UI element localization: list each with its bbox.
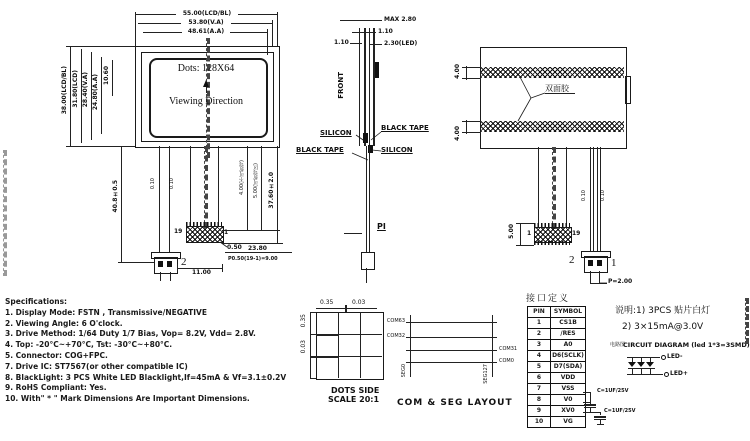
cap-wire xyxy=(590,392,591,404)
cap1-value: C=1UF/25V xyxy=(597,388,629,394)
dim-fpc-length: 37.60±2.0 xyxy=(268,172,275,209)
arrow-stem xyxy=(206,87,207,93)
table-row xyxy=(528,395,586,406)
led-rail-bottom xyxy=(627,374,663,375)
dim-line xyxy=(316,308,345,309)
leader-line xyxy=(340,20,382,21)
spec-item: 5. Connector: COG+FPC. xyxy=(5,350,108,360)
extension-line xyxy=(344,233,362,234)
extension-line xyxy=(462,78,481,79)
table-row xyxy=(528,362,586,373)
balloon-number: 1 xyxy=(611,257,617,269)
connector-lead xyxy=(160,272,161,281)
fpc-center-line xyxy=(204,146,208,228)
pin-number: 10 xyxy=(528,417,551,428)
led-symbol xyxy=(637,362,645,367)
silicon-right-label: SILICON xyxy=(381,146,413,154)
spec-item: 2. Viewing Angle: 6 O'clock. xyxy=(5,318,123,328)
spec-item: 10. With" * " Mark Dimensions Are Important Dimensions. xyxy=(5,394,250,404)
backlight-tail-line xyxy=(597,147,598,251)
extension-line xyxy=(267,29,268,55)
dim-thickness-2: 1.10 xyxy=(334,39,349,46)
extension-line xyxy=(277,12,278,46)
com-seg-title: COM & SEG LAYOUT xyxy=(397,398,513,408)
main-fpc-edge xyxy=(218,146,219,222)
com0-label: COM0 xyxy=(499,358,514,364)
table-row xyxy=(528,417,586,428)
dim-height-va: 28.40(V.A) xyxy=(82,72,89,108)
extension-line xyxy=(462,121,481,122)
table-row xyxy=(528,329,586,340)
silicon-left-label: SILICON xyxy=(320,129,352,137)
dots-grid-emphasis xyxy=(310,356,338,358)
pin-definition-table xyxy=(527,306,586,428)
extension-line xyxy=(462,67,481,68)
dim-line xyxy=(101,57,102,134)
pin-symbol: VG xyxy=(551,417,586,428)
dim-gap-width: 0.03 xyxy=(352,299,366,306)
pin-number: 5 xyxy=(528,362,551,373)
dim-width-va: 53.80(V.A) xyxy=(181,20,231,26)
side-stack-line xyxy=(364,28,366,146)
spec-item: 7. Drive IC: ST7567(or other compatible IC) xyxy=(5,361,188,371)
led-pos-label: LED+ xyxy=(670,370,688,377)
viewing-direction-arrow xyxy=(203,80,209,87)
drawing-border xyxy=(3,150,7,276)
side-tail-line xyxy=(369,146,370,252)
symbol-column-header: SYMBOL xyxy=(551,307,586,318)
com-line xyxy=(406,337,497,338)
extension-line xyxy=(66,46,135,47)
dim-pitch: P0.50(19-1)=9.00 xyxy=(228,256,278,262)
com63-label: COM63 xyxy=(386,318,405,324)
pin-symbol: V0 xyxy=(551,395,586,406)
module-height-dim-line xyxy=(121,146,122,262)
pin-symbol: XV0 xyxy=(551,406,586,417)
connector-lead xyxy=(366,268,367,283)
main-connector-block xyxy=(186,226,224,243)
extension-line xyxy=(462,132,481,133)
dim-height-offset: 10.60 xyxy=(103,66,110,85)
dim-tail-pitch: P=2.00 xyxy=(608,278,633,285)
extension-line xyxy=(135,12,136,46)
table-row xyxy=(528,384,586,395)
fpc-thickness-label: 0.10 xyxy=(150,178,156,190)
fpc-thickness-label: 0.10 xyxy=(581,190,587,202)
pi-label: PI xyxy=(377,222,386,231)
dim-line xyxy=(590,283,607,284)
led-symbol xyxy=(646,362,654,367)
note-line-2: 2) 3×15mA@3.0V xyxy=(622,322,704,332)
table-row xyxy=(528,406,586,417)
circuit-title-prefix: 电路图 xyxy=(610,342,626,348)
table-row xyxy=(528,373,586,384)
dim-height-outer: 38.00(LCD/BL) xyxy=(61,66,68,115)
pin-symbol: D7(SDA) xyxy=(551,362,586,373)
extension-line xyxy=(516,245,534,246)
spec-item: 9. RoHS Compliant: Yes. xyxy=(5,383,107,393)
dots-count-label: Dots: 128X64 xyxy=(177,63,235,74)
dim-line xyxy=(70,46,71,146)
pin-19-label: 19 xyxy=(572,230,581,237)
extension-line xyxy=(66,146,135,147)
extension-line xyxy=(222,264,223,272)
seg127-label: SEG127 xyxy=(483,364,489,384)
dim-max-thickness: MAX 2.80 xyxy=(384,16,417,23)
pin-19-label: 19 xyxy=(174,228,183,235)
table-row xyxy=(528,340,586,351)
dim-dot-height: 0.35 xyxy=(300,314,307,328)
pin-number: 3 xyxy=(528,340,551,351)
connector-pad xyxy=(158,261,163,267)
fpc-center-line xyxy=(552,147,556,229)
side-stack-line xyxy=(359,28,360,146)
note-line-1: 说明:1) 3PCS 贴片白灯 xyxy=(615,306,711,316)
dim-gap-height: 0.03 xyxy=(300,340,307,354)
connector-pad xyxy=(597,260,602,266)
dim-tape-top: 4.00 xyxy=(454,64,461,79)
pin-number: 8 xyxy=(528,395,551,406)
leader-line xyxy=(545,93,575,94)
specifications-block xyxy=(5,297,325,405)
backlight-tail-line xyxy=(159,146,160,252)
dim-thickness-1: 1.10 xyxy=(378,28,393,35)
dim-pin-width: 0.50 xyxy=(227,244,242,251)
spec-item: 3. Drive Method: 1/64 Duty 1/7 Bias, Vop= 8.2V, Vdd= 2.8V. xyxy=(5,329,256,339)
dots-grid-emphasis xyxy=(316,334,338,336)
black-tape-mark xyxy=(375,62,379,78)
fpc-thickness-label: 0.10 xyxy=(600,190,606,202)
specs-title: Specifications: xyxy=(5,297,68,306)
dim-width-aa: 48.61(A.A) xyxy=(182,29,230,35)
pin-table-title: 接口定义 xyxy=(526,294,571,304)
com-line xyxy=(406,362,497,363)
front-side-label: FRONT xyxy=(337,72,345,99)
spec-item: 4. Top: -20°C~+70°C, Tst: -30°C~+80°C. xyxy=(5,340,173,350)
dots-grid xyxy=(316,312,384,380)
com31-label: COM31 xyxy=(499,346,518,352)
dots-grid-line xyxy=(310,312,311,378)
dim-connector-height: 5.00 xyxy=(508,224,515,239)
balloon-number: 2 xyxy=(569,254,575,266)
table-row xyxy=(528,318,586,329)
ground-symbol xyxy=(597,424,604,425)
dim-height-lcd: 31.80(LCD) xyxy=(72,70,79,108)
pin-number: 7 xyxy=(528,384,551,395)
dots-grid-line xyxy=(338,312,339,378)
leader-line xyxy=(370,44,382,45)
dim-height-aa: 24.80(A.A) xyxy=(92,74,99,111)
connector-pins xyxy=(534,241,570,245)
dots-grid-line xyxy=(310,378,316,379)
seg-line xyxy=(410,315,411,377)
spec-item: 8. BlackLight: 3 PCS White LED Blacklight,If=45mA & Vf=3.1±0.2V xyxy=(5,372,287,382)
led-neg-label: LED- xyxy=(667,353,683,360)
dim-width-outer: 55.00(LCD/BL) xyxy=(176,11,238,17)
dim-line xyxy=(247,146,248,230)
fpc-thickness-label: 0.10 xyxy=(169,178,175,190)
connector-lead xyxy=(590,271,591,283)
dim-line xyxy=(277,146,278,243)
dim-line xyxy=(261,146,262,230)
extension-line xyxy=(516,223,534,224)
spec-item: 1. Display Mode: FSTN , Transmissive/NEGATIVE xyxy=(5,307,207,317)
cap-wire xyxy=(583,412,600,413)
pin-symbol: VSS xyxy=(551,384,586,395)
pin-number: 6 xyxy=(528,373,551,384)
dots-caption-1: DOTS SIDE xyxy=(331,386,380,395)
black-tape-mark xyxy=(363,133,368,143)
pin-symbol: A0 xyxy=(551,340,586,351)
dim-dot-width: 0.35 xyxy=(320,299,334,306)
connector-lead xyxy=(170,272,171,281)
pin-1-label: 1 xyxy=(527,230,532,237)
backlight-tail-line xyxy=(593,147,594,251)
pin-symbol: D6(SCLK) xyxy=(551,351,586,362)
pin-symbol: VDD xyxy=(551,373,586,384)
black-tape-left-label: BLACK TAPE xyxy=(296,146,344,154)
extension-line xyxy=(272,20,273,46)
backlight-tail-line xyxy=(169,146,170,252)
cap-wire xyxy=(600,412,601,415)
pin-number: 9 xyxy=(528,406,551,417)
main-fpc-edge xyxy=(538,147,539,223)
extension-line xyxy=(118,262,154,263)
back-module-outline xyxy=(480,47,627,149)
pin-column-header: PIN xyxy=(528,307,551,318)
pin-symbol: /RES xyxy=(551,329,586,340)
extension-line xyxy=(177,264,178,272)
side-stack-line xyxy=(369,28,370,146)
seg0-label: SEG0 xyxy=(401,364,407,378)
com32-label: COM32 xyxy=(386,333,405,339)
main-fpc-edge xyxy=(566,147,567,223)
black-tape-right-label: BLACK TAPE xyxy=(381,124,429,132)
led-symbol xyxy=(628,362,636,367)
dots-grid-line xyxy=(360,312,361,378)
pin-symbol: CS1B xyxy=(551,318,586,329)
leader-line xyxy=(352,32,376,33)
side-tail-line xyxy=(366,146,367,252)
com-line xyxy=(406,322,497,323)
side-connector xyxy=(361,252,375,270)
side-stack-line xyxy=(373,28,375,146)
dim-tape-bottom: 4.00 xyxy=(454,126,461,141)
extension-line xyxy=(222,230,280,231)
com-line xyxy=(406,350,497,351)
dim-line xyxy=(225,252,292,253)
connector-pad xyxy=(588,260,593,266)
adhesive-strip-top xyxy=(481,67,624,78)
table-header-row xyxy=(528,307,586,318)
capacitor-plate xyxy=(584,404,596,406)
dim-module-height: 40.8±0.5 xyxy=(112,180,119,213)
terminal-circle xyxy=(661,355,666,360)
pin-number: 2 xyxy=(528,329,551,340)
connector-pad xyxy=(167,261,172,267)
adhesive-label: 双面胶 xyxy=(545,84,569,93)
dim-line xyxy=(347,308,377,309)
dim-led-thickness: 2.30(LED) xyxy=(384,40,418,47)
pin-number: 4 xyxy=(528,351,551,362)
viewing-direction-label: Viewing Direction xyxy=(168,96,244,107)
main-fpc-edge xyxy=(190,146,191,222)
dim-connector-width: 23.80 xyxy=(248,245,267,252)
leader-line xyxy=(350,43,362,44)
dots-caption-2: SCALE 20:1 xyxy=(328,395,380,404)
adhesive-strip-bottom xyxy=(481,121,624,132)
terminal-circle xyxy=(664,372,669,377)
balloon-number: 2 xyxy=(181,256,187,268)
table-row xyxy=(528,351,586,362)
capacitor-plate xyxy=(594,416,606,418)
pin-number: 1 xyxy=(528,318,551,329)
back-clip xyxy=(625,76,631,104)
backlight-tail-line xyxy=(590,147,591,251)
dim-line xyxy=(520,223,521,245)
circuit-title: CIRCUIT DIAGRAM (led 1*3=3SMD) xyxy=(623,341,750,349)
connector-lead xyxy=(599,271,600,283)
dots-grid-line xyxy=(310,312,316,313)
drawing-border xyxy=(745,298,749,344)
seg-line xyxy=(492,315,493,377)
pin-1-label: 1 xyxy=(224,229,229,236)
dim-offset: 11.00 xyxy=(192,269,211,276)
dim-no-bend: 4.00(不可折弯) xyxy=(239,160,245,196)
dim-line xyxy=(112,60,113,96)
cap2-value: C=1UF/25V xyxy=(604,408,636,414)
dim-bend: 5.00(可折弯区) xyxy=(253,163,259,199)
